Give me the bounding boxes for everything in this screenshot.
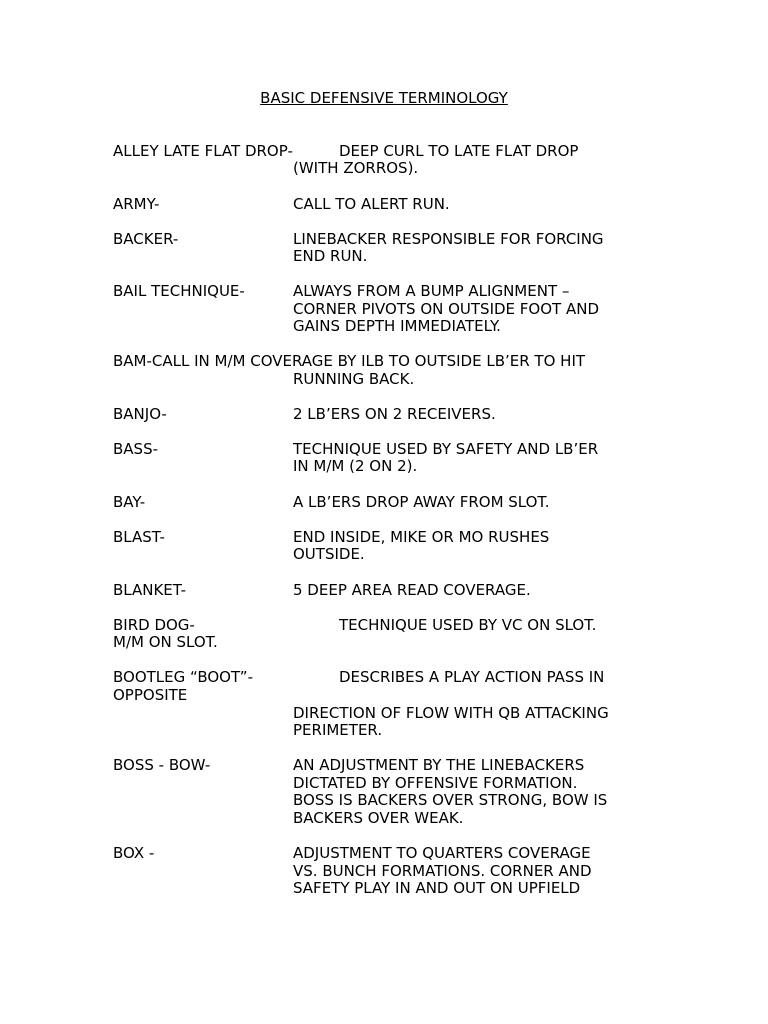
definition-line: DESCRIBES A PLAY ACTION PASS IN xyxy=(339,668,605,686)
term-bird-dog: BIRD DOG- xyxy=(113,616,195,634)
definition-line: ADJUSTMENT TO QUARTERS COVERAGE xyxy=(293,844,591,862)
definition-line: RUNNING BACK. xyxy=(293,370,415,388)
definition-line: LINEBACKER RESPONSIBLE FOR FORCING xyxy=(293,230,604,248)
definition-line: TECHNIQUE USED BY VC ON SLOT. xyxy=(339,616,597,634)
definition-line: DEEP CURL TO LATE FLAT DROP xyxy=(339,142,579,160)
definition-line: CORNER PIVOTS ON OUTSIDE FOOT AND xyxy=(293,300,600,318)
definition-line: BACKERS OVER WEAK. xyxy=(293,809,464,827)
definition-line: AN ADJUSTMENT BY THE LINEBACKERS xyxy=(293,756,585,774)
definition-line: OUTSIDE. xyxy=(293,545,365,563)
term-continuation: M/M ON SLOT. xyxy=(113,633,218,651)
definition-line: SAFETY PLAY IN AND OUT ON UPFIELD xyxy=(293,879,581,897)
definition-line: 5 DEEP AREA READ COVERAGE. xyxy=(293,581,531,599)
definition-line: END INSIDE, MIKE OR MO RUSHES xyxy=(293,528,550,546)
term-bay: BAY- xyxy=(113,493,146,511)
term-bam: BAM-CALL IN M/M COVERAGE BY ILB TO OUTSIDE LB’ER TO HIT xyxy=(113,352,586,370)
term-backer: BACKER- xyxy=(113,230,179,248)
term-blast: BLAST- xyxy=(113,528,165,546)
definition-line: IN M/M (2 ON 2). xyxy=(293,457,418,475)
term-bass: BASS- xyxy=(113,440,159,458)
definition-line: (WITH ZORROS). xyxy=(293,159,419,177)
term-box: BOX - xyxy=(113,844,155,862)
term-banjo: BANJO- xyxy=(113,405,167,423)
definition-line: CALL TO ALERT RUN. xyxy=(293,195,450,213)
term-continuation: OPPOSITE xyxy=(113,686,188,704)
definition-line: A LB’ERS DROP AWAY FROM SLOT. xyxy=(293,493,550,511)
definition-line: PERIMETER. xyxy=(293,721,383,739)
term-bootleg-boot: BOOTLEG “BOOT”- xyxy=(113,668,253,686)
definition-line: BOSS IS BACKERS OVER STRONG, BOW IS xyxy=(293,791,608,809)
definition-line: 2 LB’ERS ON 2 RECEIVERS. xyxy=(293,405,496,423)
term-bail-technique: BAIL TECHNIQUE- xyxy=(113,282,245,300)
term-alley-late-flat-drop: ALLEY LATE FLAT DROP- xyxy=(113,142,293,160)
term-army: ARMY- xyxy=(113,195,160,213)
definition-line: DIRECTION OF FLOW WITH QB ATTACKING xyxy=(293,704,609,722)
definition-line: VS. BUNCH FORMATIONS. CORNER AND xyxy=(293,862,592,880)
page-title: BASIC DEFENSIVE TERMINOLOGY xyxy=(260,89,508,107)
term-blanket: BLANKET- xyxy=(113,581,186,599)
definition-line: TECHNIQUE USED BY SAFETY AND LB’ER xyxy=(293,440,599,458)
definition-line: DICTATED BY OFFENSIVE FORMATION. xyxy=(293,774,578,792)
term-boss-bow: BOSS - BOW- xyxy=(113,756,211,774)
definition-line: END RUN. xyxy=(293,247,368,265)
definition-line: ALWAYS FROM A BUMP ALIGNMENT – xyxy=(293,282,570,300)
definition-line: GAINS DEPTH IMMEDIATELY. xyxy=(293,317,501,335)
